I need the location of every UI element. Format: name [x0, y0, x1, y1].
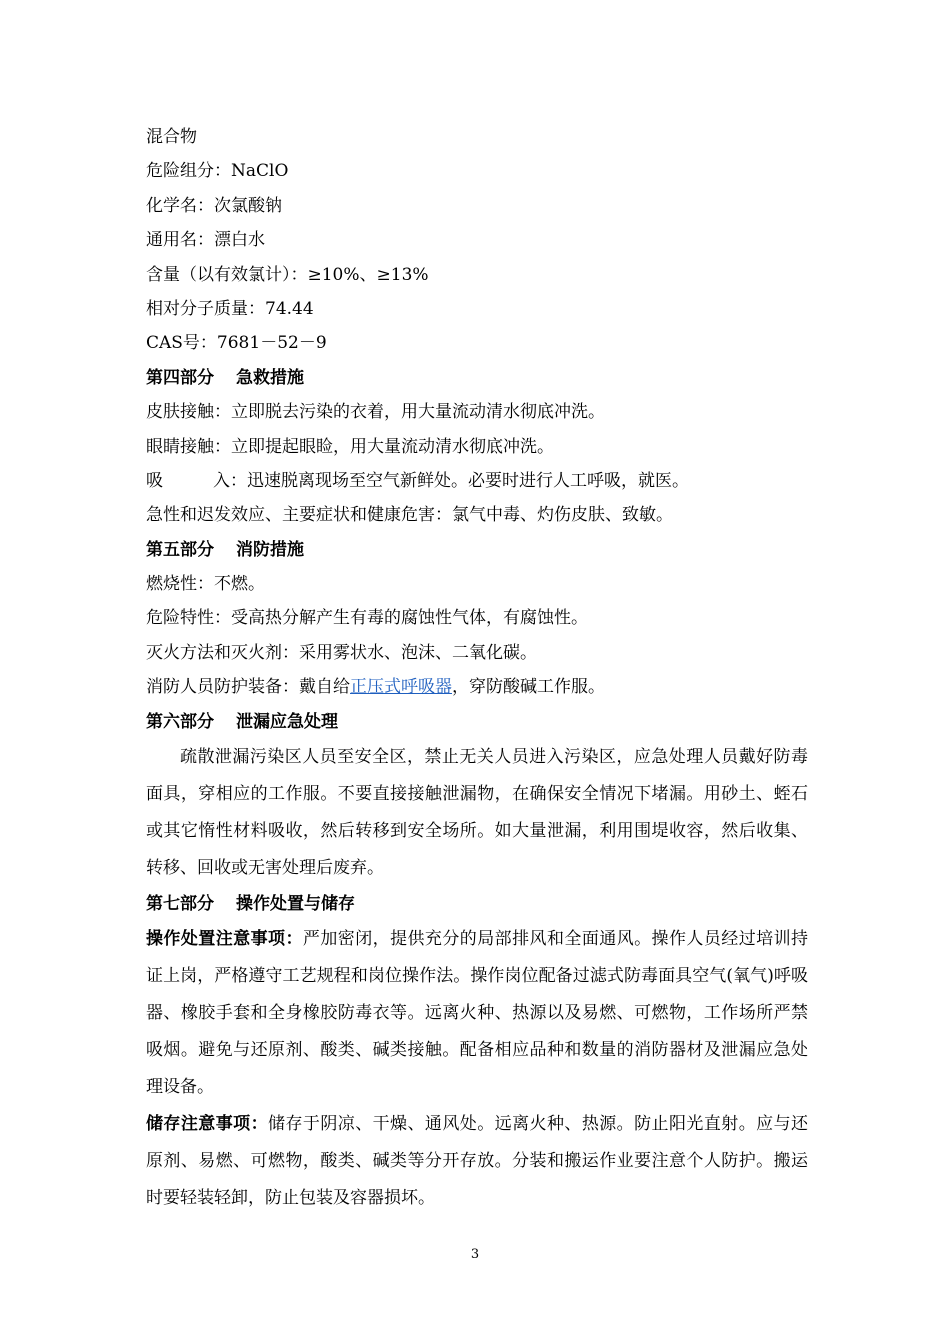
document-body — [146, 120, 808, 1217]
hazard-component: 危险组分：NaClO — [146, 161, 289, 182]
section4-heading — [146, 361, 808, 395]
section4-title: 急救措施 — [236, 367, 304, 388]
section5-number: 第五部分 — [146, 539, 214, 560]
section6-title: 泄漏应急处理 — [236, 711, 338, 732]
inhalation-label: 吸 — [146, 470, 163, 491]
flammability: 燃烧性：不燃。 — [146, 574, 265, 595]
extinguishing-methods: 灭火方法和灭火剂：采用雾状水、泡沫、二氧化碳。 — [146, 642, 537, 663]
eye-contact: 眼睛接触：立即提起眼睑，用大量流动清水彻底冲洗。 — [146, 436, 554, 457]
chemical-name: 化学名：次氯酸钠 — [146, 195, 282, 216]
common-name: 通用名：漂白水 — [146, 230, 265, 251]
section7-heading — [146, 887, 808, 921]
section7-number: 第七部分 — [146, 894, 214, 915]
firefighter-ppe — [146, 670, 808, 704]
ppe-suffix: ，穿防酸碱工作服。 — [452, 677, 605, 698]
section5-title: 消防措施 — [236, 539, 304, 560]
section7-title: 操作处置与储存 — [236, 894, 355, 915]
section4-number: 第四部分 — [146, 367, 214, 388]
inhalation — [146, 464, 808, 498]
skin-contact: 皮肤接触：立即脱去污染的衣着，用大量流动清水彻底冲洗。 — [146, 402, 605, 423]
section6-heading — [146, 705, 808, 739]
ppe-prefix: 消防人员防护装备：戴自给 — [146, 677, 350, 698]
composition-title: 混合物 — [146, 127, 197, 147]
handling-text: 严加密闭，提供充分的局部排风和全面通风。操作人员经过培训持证上岗，严格遵守工艺规程和岗位操作法。操作岗位配备过滤式防毒面具空气(氧气)呼吸器、橡胶手套和全身橡胶防毒衣等。远离火种、热源以及易燃、可燃物，工作场所严禁吸烟。避免与还原剂、酸类、碱类接触。配备相应品种和数量的消防器材及泄漏应急处理设备。 — [146, 929, 809, 1098]
content-percentage: 含量（以有效氯计）：≥10%、≥13% — [146, 264, 429, 285]
hazard-characteristics: 危险特性：受高热分解产生有毒的腐蚀性气体，有腐蚀性。 — [146, 608, 588, 629]
storage-paragraph — [146, 1106, 808, 1217]
inhalation-text: 入：迅速脱离现场至空气新鲜处。必要时进行人工呼吸，就医。 — [213, 470, 689, 491]
molecular-mass: 相对分子质量：74.44 — [146, 298, 314, 319]
health-effects: 急性和迟发效应、主要症状和健康危害：氯气中毒、灼伤皮肤、致敏。 — [146, 505, 673, 526]
page-number: 3 — [470, 1247, 480, 1262]
storage-label: 储存注意事项： — [146, 1114, 269, 1135]
cas-number: CAS号：7681－52－9 — [146, 333, 327, 354]
breathing-apparatus-link[interactable]: 正压式呼吸器 — [350, 677, 452, 698]
storage-text: 储存于阴凉、干燥、通风处。远离火种、热源。防止阳光直射。应与还原剂、易燃、可燃物，酸类、碱类等分开存放。分装和搬运作业要注意个人防护。搬运时要轻装轻卸，防止包装及容器损坏。 — [146, 1114, 809, 1209]
handling-paragraph — [146, 921, 808, 1106]
section6-number: 第六部分 — [146, 711, 214, 732]
spill-response-paragraph: 疏散泄漏污染区人员至安全区，禁止无关人员进入污染区，应急处理人员戴好防毒面具，穿相应的工作服。不要直接接触泄漏物，在确保安全情况下堵漏。用砂土、蛭石或其它惰性材料吸收，然后转移到安全场所。如大量泄漏，利用围堤收容，然后收集、转移、回收或无害处理后废弃。 — [146, 747, 808, 879]
handling-label: 操作处置注意事项： — [146, 929, 303, 950]
section5-heading — [146, 533, 808, 567]
